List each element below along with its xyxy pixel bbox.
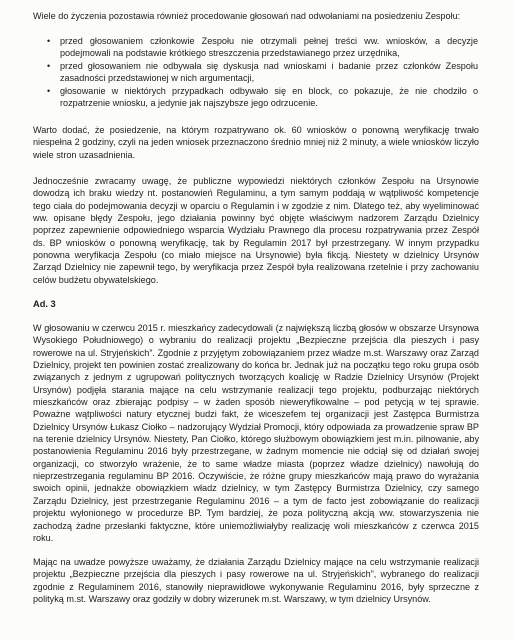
bullet-marker-3: • [47, 86, 51, 96]
time-paragraph: Warto dodać, że posiedzenie, na którym rozpatrywano ok. 60 wniosków o ponowną weryfikację trwało niespełna 2 godziny, czyli na jeden wniosek przeznaczono średnio mniej niż 2 minuty, a wiele wniosków liczyło wiele stron uzasadnienia. [33, 125, 479, 160]
bullet-item-2: przed głosowaniem nie odbywała się dyskusja nad wnioskami i badanie przez członków Zespołu zasadności przedstawionej w nich argumentacji, [60, 61, 478, 84]
final-paragraph: Mając na uwadze powyższe uważamy, że działania Zarządu Dzielnicy mające na celu wstrzymanie realizacji projektu „Bezpieczne przejścia dla pieszych i pasy rowerowe na ul. Stryjeńskich”, wybranego do realizacji zgodnie z Regulaminem 2016, stanowiły nieprawidłowe wykonywanie Regulaminu 2016, były sprzeczne z polityką m.st. Warszawy oraz godziły w dobry wizerunek m.st. Warszawy, w tym dzielnicy Ursynów. [33, 557, 479, 605]
bullet-item-1: przed głosowaniem członkowie Zespołu nie otrzymali pełnej treści ww. wniosków, a decyzje podejmowali na podstawie krótkiego streszczenia przedstawianego przez urzędnika, [60, 36, 478, 59]
intro-paragraph: Wiele do życzenia pozostawia również procedowanie głosowań nad odwołaniami na posiedzeniu Zespołu: [33, 11, 461, 21]
bullet-item-3: głosowanie w niektórych przypadkach odbywało się en block, co pokazuje, że nie chodziło o rozpatrzenie wniosku, a jedynie jak najszybsze jego odrzucenie. [60, 86, 478, 109]
bullet-marker-2: • [47, 61, 51, 71]
vote-paragraph: W głosowaniu w czerwcu 2015 r. mieszkańcy zadecydowali (z największą liczbą głosów w obszarze Ursynowa Wysokiego Południowego) o wybraniu do realizacji projektu „Bezpieczne przejścia dla pieszych i pasy rowerowe na ul. Stryjeńskich”. Zgodnie z przyjętym zobowiązaniem przez władze m.st. Warszawy oraz Zarząd Dzielnicy, projekt ten powinien zostać zrealizowany do końca br. Jednak już na początku tego roku grupa osób związanych z jednym z ugrupowań politycznych tworzących koalicję w Radzie Dzielnicy Ursynów (Projekt Ursynów) podjęła starania mające na celu wstrzymanie realizacji tego projektu, podburzając niektórych mieszkańców oraz zbierając podpisy – w żaden sposób nieweryfikowalne – pod petycją w tej sprawie. Poważne wątpliwości natury etycznej budzi fakt, że wiceszefem tej organizacji jest Zastępca Burmistrza Dzielnicy Ursynów Łukasz Ciołko – nadzorujący Wydział Promocji, który odpowiada za prowadzenie spraw BP na terenie dzielnicy Ursynów. Niestety, Pan Ciołko, którego służbowym obowiązkiem jest m.in. pilnowanie, aby postanowienia Regulaminu 2016 były przestrzegane, w żadnym momencie nie odciął się od działań swojej organizacji, co stworzyło wrażenie, że to same władze miasta (poprzez władze dzielnicy) nawołują do nieprzestrzegania regulaminu BP 2016. Oczywiście, że różne grupy mieszkańców mają prawo do wyrażania swoich opinii, jednakże obowiązkiem władz dzielnicy, w tym Zastępcy Burmistrza Dzielnicy, czy samego Zarządu Dzielnicy, jest przestrzeganie Regulaminu 2016 – a tym de facto jest zobowiązanie do realizacji projektu wyłonionego w procedurze BP. Tym bardziej, że poza polityczną akcją ww. stowarzyszenia nie zachodzą żadne przesłanki faktyczne, które uniemożliwiałyby realizację woli mieszkańców z czerwca 2015 roku. [33, 323, 479, 543]
bullet-marker-1: • [47, 36, 51, 46]
attention-paragraph: Jednocześnie zwracamy uwagę, że publiczne wypowiedzi niektórych członków Zespołu na Ursynowie dowodzą ich braku wiedzy nt. postanowień Regulaminu, a tym samym poddają w wątpliwość kompetencje tego ciała do podejmowania decyzji w oparciu o Regulamin i w zgodzie z nim. Dlatego też, aby wyeliminować ww. opisane błędy Zespołu, jego działania powinny być objęte właściwym nadzorem Zarządu Dzielnicy poprzez zapewnienie odpowiedniego wsparcia Wydziału Prawnego dla procesu rozpatrywania przez Zespół ds. BP wniosków o ponowną weryfikację, tak by Regulamin 2017 był przestrzegany. W innym przypadku ponowna weryfikacja Zespołu (co miało miejsce na Ursynowie) była fikcją. Niestety w dzielnicy Ursynów Zarząd Dzielnicy nie zapewnił tego, by weryfikacja przez Zespół była realizowana rzetelnie i przy zachowaniu celów budżetu obywatelskiego. [33, 176, 479, 285]
section-heading: Ad. 3 [33, 299, 56, 309]
